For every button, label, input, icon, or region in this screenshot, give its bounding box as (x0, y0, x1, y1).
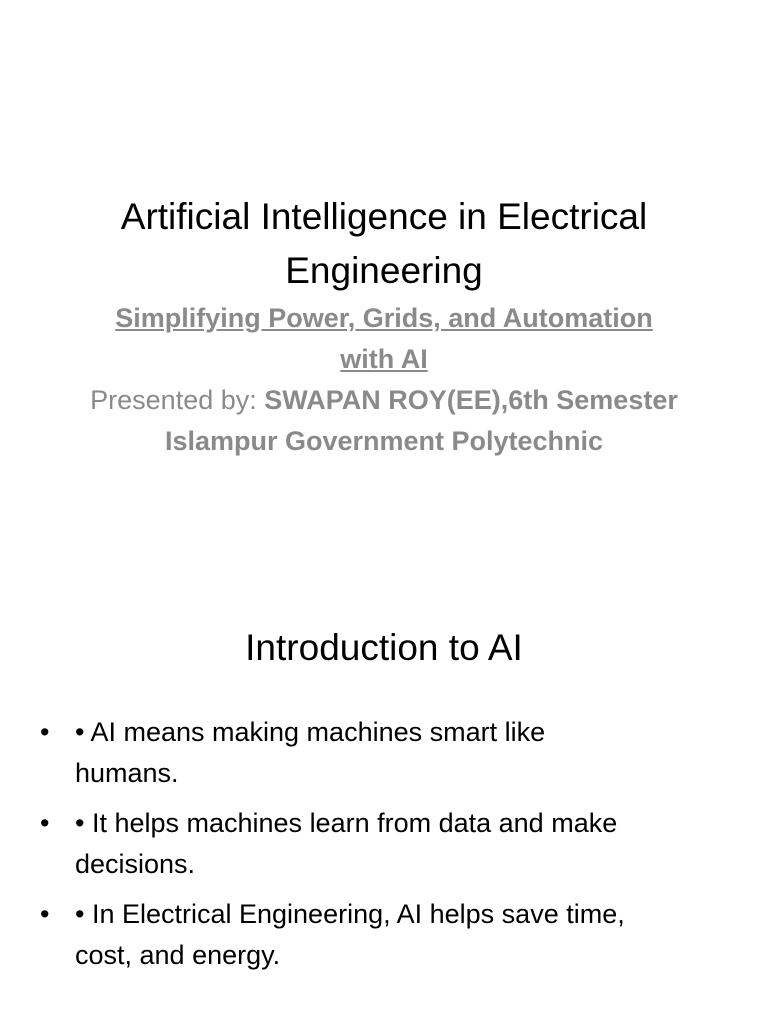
subtitle-line (30, 298, 738, 339)
list-item (40, 712, 728, 794)
subtitle-link[interactable]: with AI (340, 344, 428, 374)
bullet-text: cost, and energy. (75, 940, 281, 970)
bullet-text: • AI means making machines smart like (75, 717, 546, 747)
list-item (40, 803, 728, 885)
presenter-name: SWAPAN ROY(EE),6th Semester (264, 385, 678, 415)
institution-name: Islampur Government Polytechnic (164, 426, 604, 456)
title-line: Artificial Intelligence in Electrical (120, 196, 648, 237)
presenter-label: Presented by: (90, 385, 265, 415)
bullet-icon: • (40, 899, 50, 929)
list-item (40, 894, 728, 976)
slide-title: Introduction to AI (245, 627, 523, 668)
bullet-text: decisions. (75, 849, 196, 879)
bullet-icon: • (40, 717, 50, 747)
bullet-text: • It helps machines learn from data and make (75, 808, 618, 838)
title-line: Engineering (285, 250, 483, 291)
bullet-icon: • (40, 808, 50, 838)
presenter-line (30, 380, 738, 421)
bullet-text: • In Electrical Engineering, AI helps save time, (75, 899, 625, 929)
bullet-list (40, 712, 728, 985)
bullet-text: humans. (75, 758, 179, 788)
subtitle-block (30, 298, 738, 462)
subtitle-line (30, 339, 738, 380)
subtitle-link[interactable]: Simplifying Power, Grids, and Automation (115, 303, 653, 333)
presentation-title (40, 190, 728, 298)
